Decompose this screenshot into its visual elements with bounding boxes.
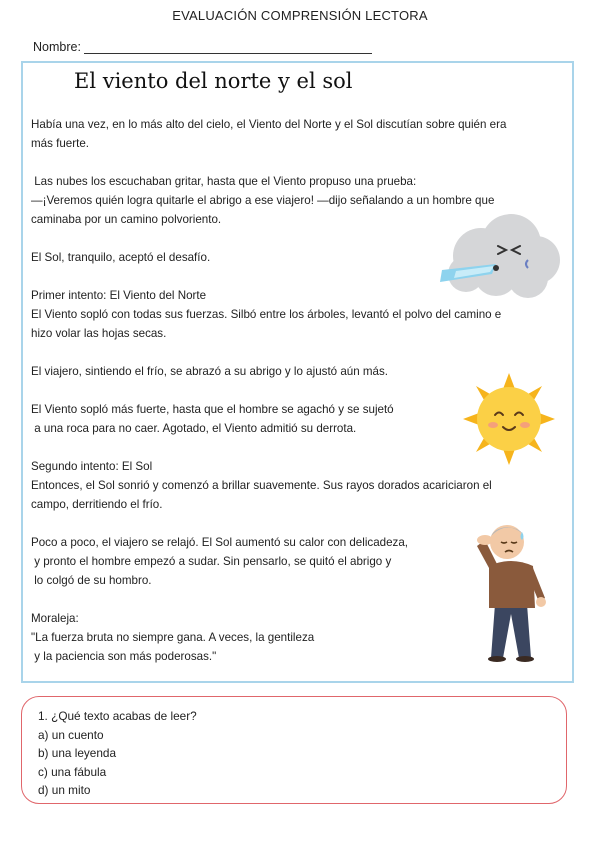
sun-illustration	[463, 373, 555, 465]
text-line: El viajero, sintiendo el frío, se abrazó a su abrigo y lo ajustó aún más.	[31, 365, 389, 378]
text-line: El Viento sopló más fuerte, hasta que el hombre se agachó y se sujetó	[31, 403, 394, 416]
text-line: Había una vez, en lo más alto del cielo, el Viento del Norte y el Sol discutían sobre quién era	[31, 118, 507, 131]
answer-option-a[interactable]: a) un cuento	[38, 727, 104, 742]
text-line: campo, derritiendo el frío.	[31, 498, 163, 511]
section-heading: Primer intento: El Viento del Norte	[31, 289, 207, 302]
text-line: y pronto el hombre empezó a sudar. Sin pensarlo, se quitó el abrigo y	[31, 555, 392, 568]
answer-option-d[interactable]: d) un mito	[38, 783, 91, 797]
name-row	[33, 40, 372, 54]
text-line: caminaba por un camino polvoriento.	[31, 213, 222, 226]
text-line: —¡Veremos quién logra quitarle el abrigo a ese viajero! —dijo señalando a un hombre que	[31, 194, 495, 207]
paragraph-7	[31, 457, 561, 514]
text-line: El Viento sopló con todas sus fuerzas. Silbó entre los árboles, levantó el polvo del camino e	[31, 308, 502, 321]
text-line: lo colgó de su hombro.	[31, 574, 152, 587]
question-text: 1. ¿Qué texto acabas de leer?	[38, 709, 197, 723]
text-line: y la paciencia son más poderosas."	[31, 650, 217, 663]
text-line: hizo volar las hojas secas.	[31, 327, 167, 340]
moral-heading: Moraleja:	[31, 612, 79, 625]
name-field-line[interactable]	[84, 41, 372, 54]
traveler-illustration	[473, 518, 553, 663]
story-title: El viento del norte y el sol	[74, 69, 353, 93]
text-line: más fuerte.	[31, 137, 89, 150]
text-line: Entonces, el Sol sonrió y comenzó a brillar suavemente. Sus rayos dorados acariciaron el	[31, 479, 492, 492]
answer-option-b[interactable]: b) una leyenda	[38, 746, 117, 760]
section-heading: Segundo intento: El Sol	[31, 460, 153, 473]
worksheet-title: EVALUACIÓN COMPRENSIÓN LECTORA	[172, 8, 428, 23]
text-line: Poco a poco, el viajero se relajó. El Sol aumentó su calor con delicadeza,	[31, 536, 409, 549]
text-line: Las nubes los escuchaban gritar, hasta que el Viento propuso una prueba:	[31, 175, 417, 188]
wind-cloud-illustration	[436, 208, 564, 303]
paragraph-1	[31, 115, 561, 153]
answer-option-c[interactable]: c) una fábula	[38, 764, 107, 779]
name-label: Nombre:	[33, 40, 81, 54]
text-line: a una roca para no caer. Agotado, el Viento admitió su derrota.	[31, 422, 357, 435]
question-box	[21, 696, 567, 804]
text-line: El Sol, tranquilo, aceptó el desafío.	[31, 251, 211, 264]
text-line: "La fuerza bruta no siempre gana. A veces, la gentileza	[31, 631, 315, 644]
story-box	[21, 61, 574, 683]
